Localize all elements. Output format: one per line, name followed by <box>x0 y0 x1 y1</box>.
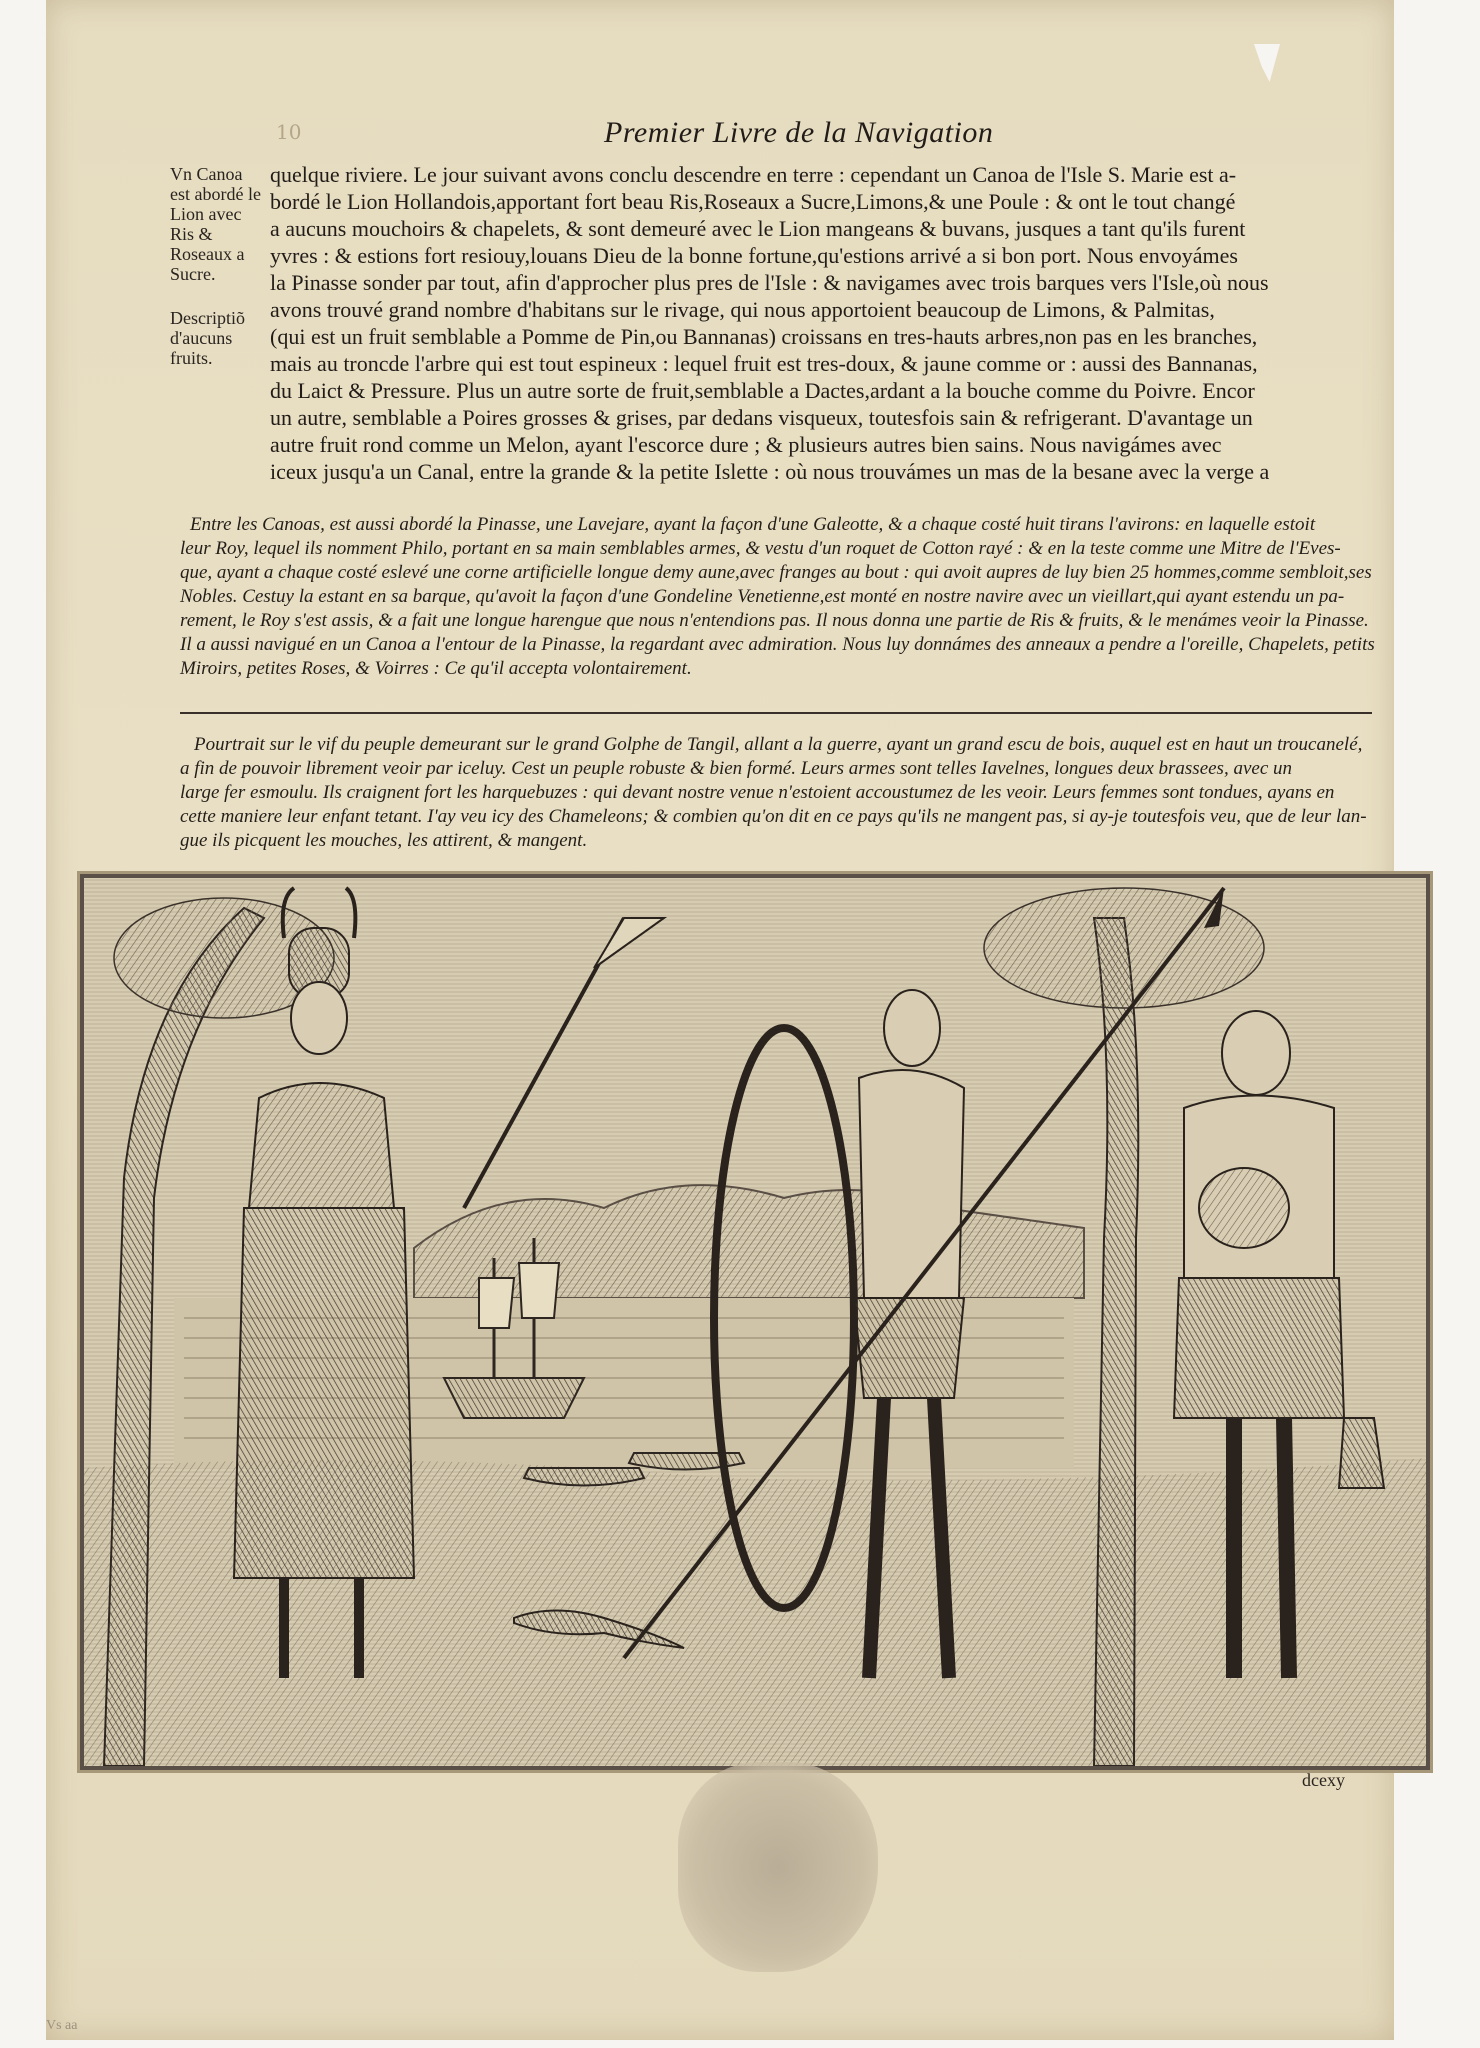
body-line: (qui est un fruit semblable a Pomme de Pin,ou Bannanas) croissans en tres-hauts arbres,non pas en les branches, <box>270 324 1258 349</box>
italic-line: Miroirs, petites Roses, & Voirres : Ce qu'il accepta volontairement. <box>180 658 692 679</box>
divider-rule <box>180 712 1372 714</box>
body-line: du Laict & Pressure. Plus un autre sorte de fruit,semblable a Dactes,ardant a la bouche comme du Poivre. Encor <box>270 378 1255 403</box>
body-line: avons trouvé grand nombre d'habitans sur le rivage, qui nous apportoient beaucoup de Limons, & Palmitas, <box>270 297 1215 322</box>
italic-line: large fer esmoulu. Ils craignent fort les harquebuzes : qui devant nostre venue n'estoient accoustumez de les veoir. Leurs femmes sont tondues, ayans en <box>180 782 1335 803</box>
body-line: la Pinasse sonder par tout, afin d'approcher plus pres de l'Isle : & navigames avec trois barques vers l'Isle,où nous <box>270 270 1269 295</box>
italic-line: a fin de pouvoir librement veoir par iceluy. Cest un peuple robuste & bien formé. Leurs armes sont telles Iavelnes, longues deux brassees, avec un <box>180 758 1293 779</box>
engraving-plate <box>80 874 1430 1770</box>
paper-tear <box>1254 44 1280 82</box>
body-line: autre fruit rond comme un Melon, ayant l'escorce dure ; & plusieurs autres bien sains. Nous navigámes avec <box>270 432 1222 457</box>
italic-line: rement, le Roy s'est assis, & a fait une longue harengue que nous n'entendions pas. Il nous donna une partie de Ris & fruits, & le menámes veoir la Pinasse. <box>180 610 1369 631</box>
margin-note-canoa: Vn Canoa est abordé le Lion avec Ris & Roseaux a Sucre. <box>170 164 261 284</box>
water-stain <box>678 1762 878 1972</box>
italic-line: leur Roy, lequel ils nomment Philo, portant en sa main semblables armes, & vestu d'un roquet de Cotton rayé : & en la teste comme une Mitre de l'Eves- <box>180 538 1341 559</box>
plate-reference-mark: dcexy <box>1302 1770 1345 1790</box>
faded-page-number: 10 <box>276 120 302 144</box>
body-line: quelque riviere. Le jour suivant avons conclu descendre en terre : cependant un Canoa de l'Isle S. Marie est a- <box>270 162 1237 187</box>
robe <box>234 1208 414 1578</box>
child <box>1199 1168 1289 1248</box>
margin-note-fruits: Descriptiõ d'aucuns fruits. <box>170 308 245 368</box>
italic-line: Nobles. Cestuy la estant en sa barque, qu'avoit la façon d'une Gondeline Venetienne,est monté en nostre navire avec un vieillart,qui ayant estendu un pa- <box>180 586 1345 607</box>
italic-line: que, ayant a chaque costé eslevé une corne artificielle longue demy aune,avec franges au bout : qui avoit aupres de luy bien 25 hommes,comme sembloit,ses <box>180 562 1372 583</box>
italic-line: gue ils picquent les mouches, les attirent, & mangent. <box>180 830 588 851</box>
body-line: yvres : & estions fort resiouy,louans Dieu de la bonne fortune,qu'estions arrivé a si bon port. Nous envoyámes <box>270 243 1238 268</box>
archive-footnote: Vs aa <box>46 2018 78 2033</box>
page-header: Premier Livre de la Navigation <box>604 116 994 149</box>
engraving-illustration <box>84 878 1426 1766</box>
italic-line: Pourtrait sur le vif du peuple demeurant sur le grand Golphe de Tangil, allant a la guerre, ayant un grand escu de bois, auquel est en haut un troucanelé, <box>194 734 1363 755</box>
body-line: a aucuns mouchoirs & chapelets, & sont demeuré avec le Lion mangeans & buvans, jusques a tant qu'ils furent <box>270 216 1246 241</box>
body-line: mais au troncde l'arbre qui est tout espineux : lequel fruit est tres-doux, & jaune comme or : aussi des Bannanas, <box>270 351 1258 376</box>
italic-line: Il a aussi navigué en un Canoa a l'entour de la Pinasse, la regardant avec admiration. Nous luy donnámes des anneaux a pendre a l'oreille, Chapelets, petits <box>180 634 1375 655</box>
italic-line: Entre les Canoas, est aussi abordé la Pinasse, une Lavejare, ayant la façon d'une Galeotte, & a chaque costé huit tirans l'avirons: en laquelle estoit <box>190 514 1316 535</box>
body-line: un autre, semblable a Poires grosses & grises, par dedans visqueux, toutesfois sain & refrigerant. D'avantage un <box>270 405 1253 430</box>
body-line: bordé le Lion Hollandois,apportant fort beau Ris,Roseaux a Sucre,Limons,& une Poule : & ont le tout changé <box>270 189 1236 214</box>
italic-line: cette maniere leur enfant tetant. I'ay veu icy des Chameleons; & combien qu'on dit en ce pays qu'ils ne mangent pas, si ay-je toutesfois veu, que de leur lan- <box>180 806 1367 827</box>
body-line: iceux jusqu'a un Canal, entre la grande & la petite Islette : où nous trouvámes un mas de la besane avec la verge a <box>270 459 1270 484</box>
